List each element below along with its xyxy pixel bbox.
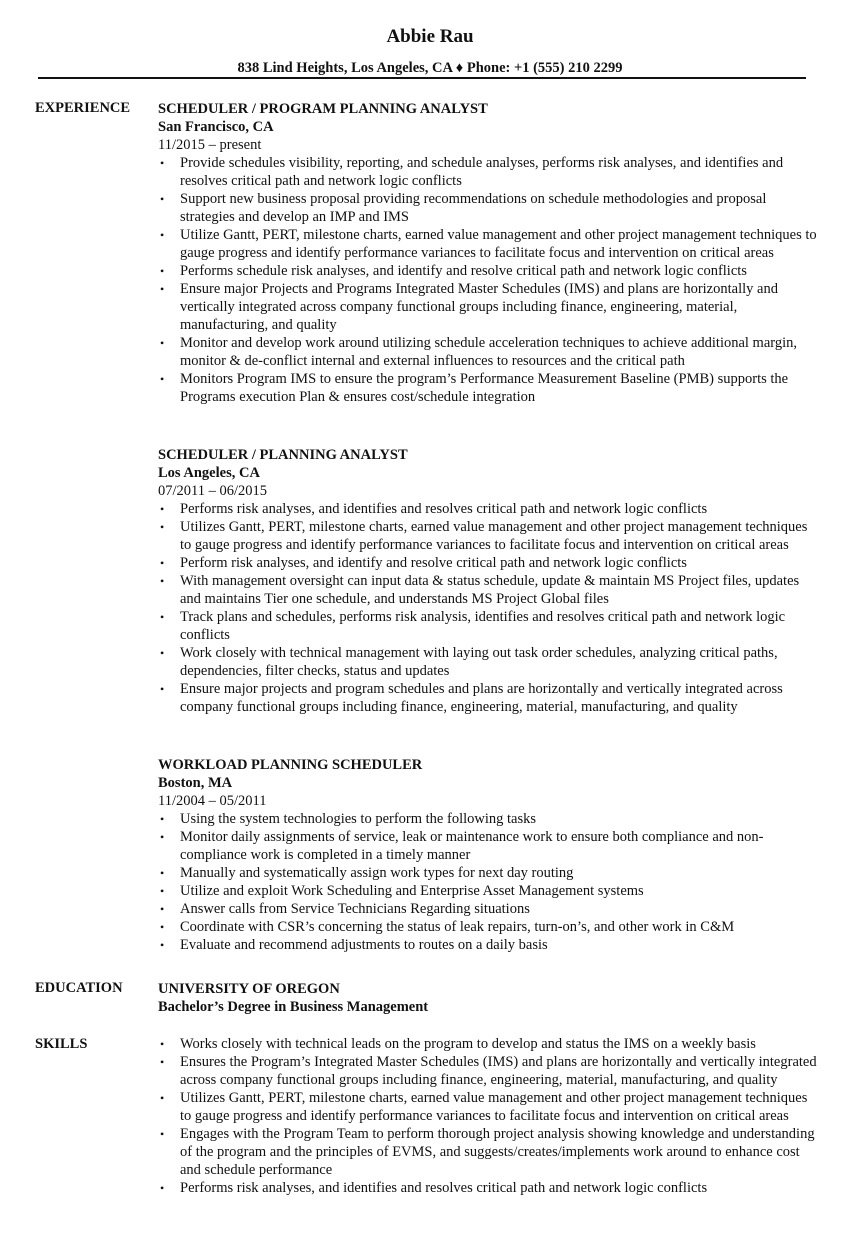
bullet-text: Monitor daily assignments of service, leak or maintenance work to ensure both compliance and non-compliance work is completed in a timely manner <box>180 829 764 863</box>
bullet-item <box>158 190 818 226</box>
bullet-text: Works closely with technical leads on the program to develop and status the IMS on a weekly basis <box>180 1036 756 1052</box>
section-label-skills: SKILLS <box>35 1036 88 1052</box>
bullet-text: Utilize and exploit Work Scheduling and Enterprise Asset Management systems <box>180 883 644 899</box>
bullet-item <box>158 1089 818 1125</box>
bullet-icon: • <box>160 502 165 516</box>
bullet-text: Monitor and develop work around utilizing schedule acceleration techniques to achieve additional margin, monitor & de-conflict internal and external influences to resources and the critical path <box>180 335 797 369</box>
bullet-text: Performs schedule risk analyses, and identify and resolve critical path and network logic conflicts <box>180 263 747 279</box>
bullet-icon: • <box>160 812 165 826</box>
job-location: Los Angeles, CA <box>158 465 260 481</box>
bullet-text: Engages with the Program Team to perform thorough project analysis showing knowledge and understanding of the program and the principles of EVMS, and suggests/creates/implements work around to enhance cost and schedule performance <box>180 1126 815 1178</box>
bullet-text: Ensure major Projects and Programs Integrated Master Schedules (IMS) and plans are horizontally and vertically integrated across company functional groups including finance, engineering, material, manufacturing, and quality <box>180 281 778 333</box>
bullet-text: Manually and systematically assign work types for next day routing <box>180 865 574 881</box>
bullet-icon: • <box>160 156 165 170</box>
bullet-item <box>158 936 818 954</box>
bullet-item <box>158 828 818 864</box>
job-title: SCHEDULER / PLANNING ANALYST <box>158 447 408 463</box>
bullet-item <box>158 900 818 918</box>
bullet-text: Provide schedules visibility, reporting, and schedule analyses, performs risk analyses, and identifies and resolves critical path and network logic conflicts <box>180 155 784 189</box>
bullet-icon: • <box>160 830 165 844</box>
contact-line: 838 Lind Heights, Los Angeles, CA ♦ Phone: +1 (555) 210 2299 <box>237 60 623 76</box>
bullet-text: Track plans and schedules, performs risk analysis, identifies and resolves critical path and network logic conflicts <box>180 609 786 643</box>
bullet-text: Performs risk analyses, and identifies and resolves critical path and network logic conflicts <box>180 501 708 517</box>
bullet-icon: • <box>160 574 165 588</box>
job-entry <box>158 446 818 716</box>
bullet-item <box>158 280 818 334</box>
bullet-text: Work closely with technical management with laying out task order schedules, analyzing critical paths, dependencies, filter checks, status and updates <box>180 645 778 679</box>
bullet-item <box>158 154 818 190</box>
bullet-icon: • <box>160 920 165 934</box>
bullet-item <box>158 1179 818 1197</box>
bullet-icon: • <box>160 336 165 350</box>
job-title: SCHEDULER / PROGRAM PLANNING ANALYST <box>158 101 488 117</box>
bullet-text: Evaluate and recommend adjustments to routes on a daily basis <box>180 937 548 953</box>
bullet-item <box>158 262 818 280</box>
bullet-icon: • <box>160 520 165 534</box>
bullet-text: Utilize Gantt, PERT, milestone charts, earned value management and other project management techniques to gauge progress and identify performance variances to facilitate focus and intervention on critical areas <box>180 227 817 261</box>
job-dates: 11/2015 – present <box>158 137 262 153</box>
bullet-icon: • <box>160 1181 165 1195</box>
bullet-item <box>158 1053 818 1089</box>
job-dates: 11/2004 – 05/2011 <box>158 793 267 809</box>
section-label-experience: EXPERIENCE <box>35 100 131 116</box>
bullet-item <box>158 918 818 936</box>
candidate-name: Abbie Rau <box>386 26 474 47</box>
bullet-text: Support new business proposal providing recommendations on schedule methodologies and proposal strategies and develop an IMP and IMS <box>180 191 767 225</box>
job-location: Boston, MA <box>158 775 233 791</box>
bullet-icon: • <box>160 610 165 624</box>
bullet-item <box>158 680 818 716</box>
bullet-icon: • <box>160 192 165 206</box>
job-bullets <box>158 154 818 406</box>
bullet-icon: • <box>160 1037 165 1051</box>
bullet-icon: • <box>160 902 165 916</box>
bullet-text: Answer calls from Service Technicians Regarding situations <box>180 901 530 917</box>
job-bullets <box>158 810 818 954</box>
bullet-text: Ensure major projects and program schedules and plans are horizontally and vertically integrated across company functional groups including finance, engineering, material, manufacturing, and quality <box>180 681 783 715</box>
bullet-item <box>158 1125 818 1179</box>
bullet-item <box>158 554 818 572</box>
bullet-text: Perform risk analyses, and identify and resolve critical path and network logic conflicts <box>180 555 687 571</box>
bullet-icon: • <box>160 1091 165 1105</box>
bullet-item <box>158 644 818 680</box>
bullet-text: With management oversight can input data & status schedule, update & maintain MS Project files, updates and maintains Tier one schedule, and understands MS Project Global files <box>180 573 800 607</box>
bullet-item <box>158 500 818 518</box>
job-entry <box>158 100 818 406</box>
bullet-text: Performs risk analyses, and identifies and resolves critical path and network logic conflicts <box>180 1180 708 1196</box>
header-divider <box>38 77 806 79</box>
bullet-icon: • <box>160 282 165 296</box>
job-bullets <box>158 500 818 716</box>
bullet-item <box>158 226 818 262</box>
bullet-icon: • <box>160 1055 165 1069</box>
bullet-item <box>158 1035 818 1053</box>
bullet-text: Monitors Program IMS to ensure the program’s Performance Measurement Baseline (PMB) supports the Programs execution Plan & ensures cost/schedule integration <box>180 371 789 405</box>
bullet-icon: • <box>160 1127 165 1141</box>
bullet-text: Coordinate with CSR’s concerning the status of leak repairs, turn-on’s, and other work in C&M <box>180 919 735 935</box>
bullet-icon: • <box>160 372 165 386</box>
bullet-item <box>158 810 818 828</box>
job-dates: 07/2011 – 06/2015 <box>158 483 268 499</box>
skills-entry <box>158 1035 818 1197</box>
education-entry <box>158 980 818 1016</box>
bullet-item <box>158 518 818 554</box>
job-entry <box>158 756 818 954</box>
bullet-text: Utilizes Gantt, PERT, milestone charts, earned value management and other project management techniques to gauge progress and identify performance variances to facilitate focus and intervention on critical areas <box>180 519 808 553</box>
job-title: WORKLOAD PLANNING SCHEDULER <box>158 757 423 773</box>
bullet-item <box>158 334 818 370</box>
bullet-item <box>158 608 818 644</box>
bullet-item <box>158 370 818 406</box>
bullet-text: Utilizes Gantt, PERT, milestone charts, earned value management and other project management techniques to gauge progress and identify performance variances to facilitate focus and intervention on critical areas <box>180 1090 808 1124</box>
section-label-education: EDUCATION <box>35 980 123 996</box>
bullet-icon: • <box>160 938 165 952</box>
school-name: UNIVERSITY OF OREGON <box>158 981 340 997</box>
bullet-text: Using the system technologies to perform the following tasks <box>180 811 537 827</box>
degree-name: Bachelor’s Degree in Business Management <box>158 999 429 1015</box>
bullet-icon: • <box>160 228 165 242</box>
bullet-icon: • <box>160 682 165 696</box>
bullet-icon: • <box>160 646 165 660</box>
bullet-text: Ensures the Program’s Integrated Master Schedules (IMS) and plans are horizontally and vertically integrated across company functional groups including finance, engineering, material, manufacturing, and quality <box>180 1054 817 1088</box>
bullet-item <box>158 882 818 900</box>
bullet-icon: • <box>160 556 165 570</box>
bullet-icon: • <box>160 884 165 898</box>
skills-bullets <box>158 1035 818 1197</box>
job-location: San Francisco, CA <box>158 119 274 135</box>
bullet-item <box>158 864 818 882</box>
bullet-icon: • <box>160 866 165 880</box>
bullet-item <box>158 572 818 608</box>
bullet-icon: • <box>160 264 165 278</box>
